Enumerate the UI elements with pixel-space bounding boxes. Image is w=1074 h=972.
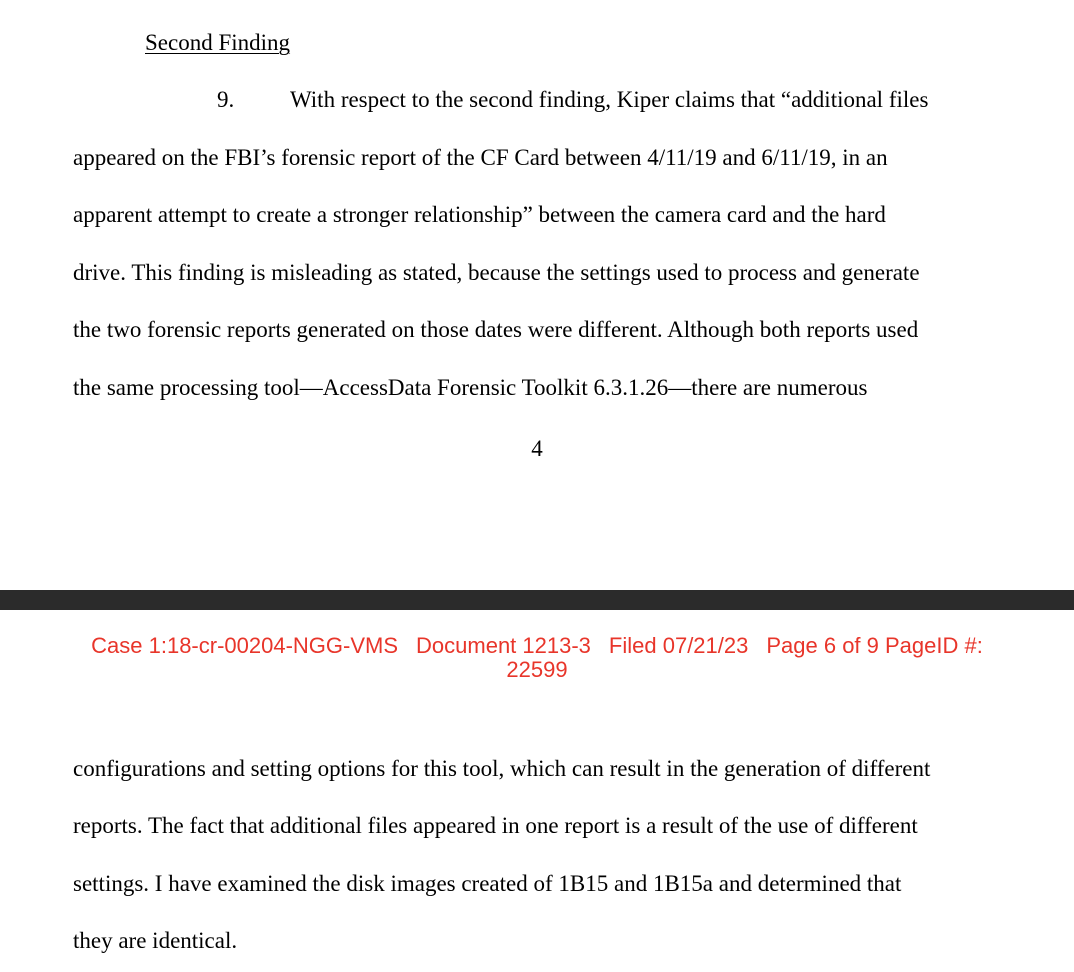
document-number: Document 1213-3 bbox=[416, 633, 591, 658]
paragraph-line: settings. I have examined the disk images created of 1B15 and 1B15a and determined that bbox=[73, 871, 902, 896]
paragraph-line: the two forensic reports generated on those dates were different. Although both reports used bbox=[73, 317, 919, 342]
page-divider bbox=[0, 590, 1074, 610]
paragraph-line: the same processing tool—AccessData Forensic Toolkit 6.3.1.26—there are numerous bbox=[73, 375, 868, 400]
paragraph-number: 9. bbox=[217, 87, 235, 112]
filed-date: Filed 07/21/23 bbox=[608, 633, 749, 658]
paragraph-line: apparent attempt to create a stronger relationship” between the camera card and the hard bbox=[73, 202, 886, 227]
section-heading: Second Finding bbox=[145, 30, 291, 55]
page-id: 22599 bbox=[506, 657, 568, 682]
page-info: Page 6 of 9 PageID #: bbox=[766, 633, 983, 658]
filing-stamp bbox=[0, 634, 1074, 682]
page-number: 4 bbox=[531, 436, 543, 461]
paragraph-line: drive. This finding is misleading as stated, because the settings used to process and generate bbox=[73, 260, 920, 285]
paragraph-line: reports. The fact that additional files appeared in one report is a result of the use of different bbox=[73, 813, 918, 838]
paragraph-line: they are identical. bbox=[73, 928, 238, 953]
paragraph-line: configurations and setting options for this tool, which can result in the generation of different bbox=[73, 756, 931, 781]
document-page-current bbox=[0, 610, 1074, 972]
paragraph-line: appeared on the FBI’s forensic report of the CF Card between 4/11/19 and 6/11/19, in an bbox=[73, 145, 888, 170]
case-number: Case 1:18-cr-00204-NGG-VMS bbox=[91, 633, 399, 658]
paragraph-line: With respect to the second finding, Kiper claims that “additional files bbox=[290, 87, 929, 112]
filing-stamp-line bbox=[0, 634, 1074, 658]
